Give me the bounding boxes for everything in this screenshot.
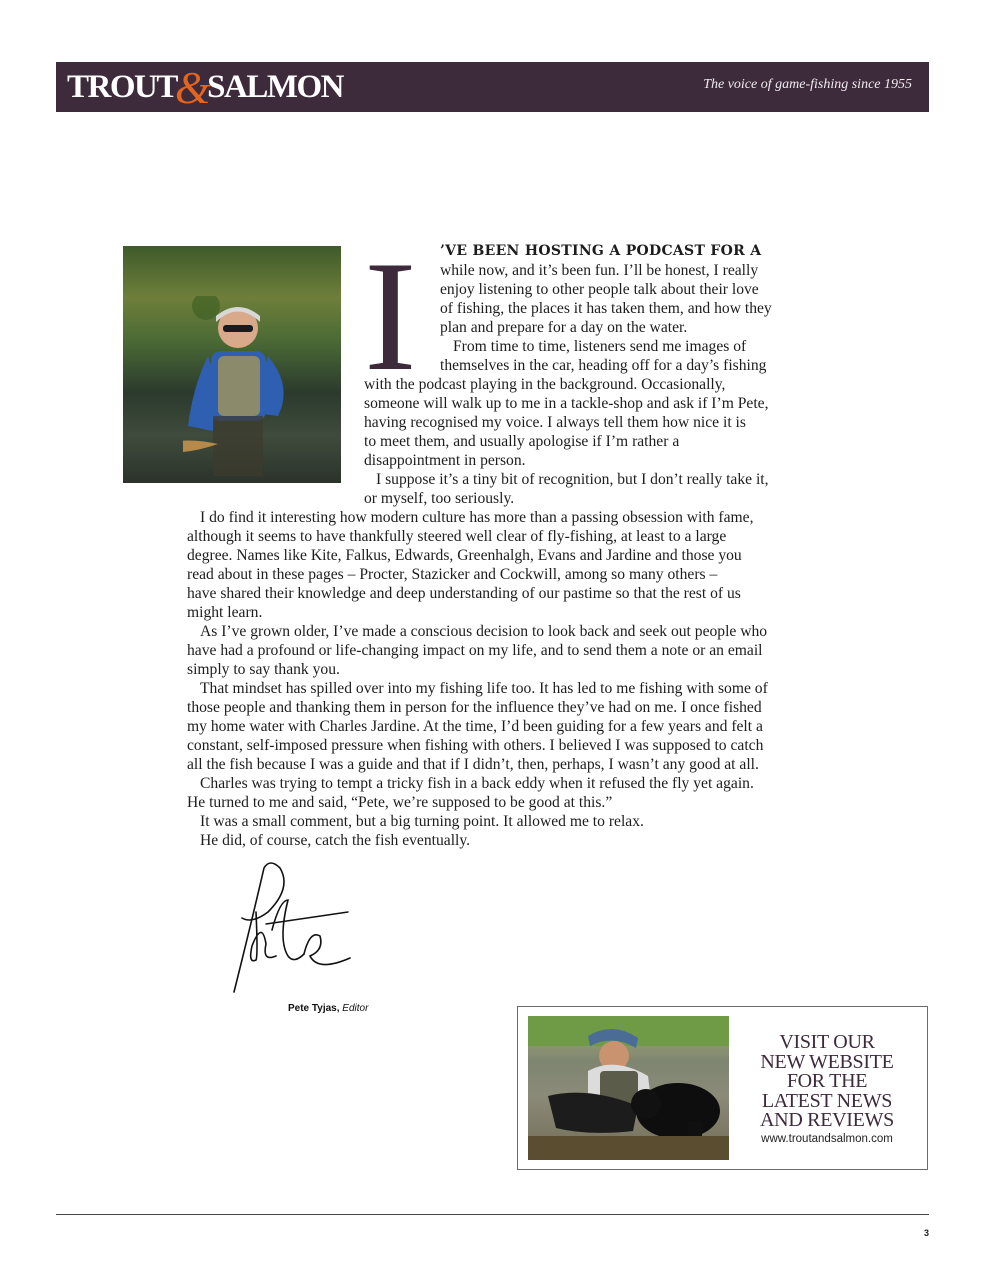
page-number: 3 <box>923 1228 929 1238</box>
article-line: constant, self-imposed pressure when fishing with others. I believed I was supposed to catch <box>187 737 764 754</box>
article-line: of fishing, the places it has taken them, and how they <box>440 300 772 317</box>
article-line: while now, and it’s been fun. I’ll be honest, I really <box>440 262 759 279</box>
editor-role: Editor <box>342 1003 369 1014</box>
angler-with-dog-illustration <box>528 1016 729 1160</box>
logo-trout: TROUT <box>67 68 177 105</box>
article-line: It was a small comment, but a big turning point. It allowed me to relax. <box>200 813 644 830</box>
editor-name: Pete Tyjas, <box>288 1003 340 1014</box>
article-line: enjoy listening to other people talk about their love <box>440 281 759 298</box>
article-line: might learn. <box>187 604 263 621</box>
promo-line: AND REVIEWS <box>760 1109 894 1131</box>
article-line: plan and prepare for a day on the water. <box>440 319 688 336</box>
logo-ampersand: & <box>174 62 210 113</box>
article-line: with the podcast playing in the background. Occasionally, <box>364 376 726 393</box>
trout-and-salmon-logo[interactable] <box>67 62 343 113</box>
promo-line: VISIT OUR <box>779 1031 875 1053</box>
article-line: those people and thanking them in person for the influence they’ve had on me. I once fished <box>187 699 762 716</box>
article-line: simply to say thank you. <box>187 661 340 678</box>
website-promo[interactable] <box>517 1006 928 1170</box>
article-line: someone will walk up to me in a tackle-shop and ask if I’m Pete, <box>364 395 769 412</box>
promo-url-link[interactable]: www.troutandsalmon.com <box>761 1133 893 1145</box>
article-line: He did, of course, catch the fish eventually. <box>200 832 471 849</box>
article-line: ’VE BEEN HOSTING A PODCAST FOR A <box>440 243 762 259</box>
article-line: having recognised my voice. I always tell them how nice it is <box>364 414 746 431</box>
article-line: Charles was trying to tempt a tricky fish in a back eddy when it refused the fly yet again. <box>200 775 754 792</box>
article-line: read about in these pages – Procter, Stazicker and Cockwill, among so many others – <box>187 566 718 583</box>
promo-headline <box>746 1033 908 1131</box>
article-line: my home water with Charles Jardine. At the time, I’d been guiding for a few years and felt a <box>187 718 763 735</box>
drop-cap: I <box>364 229 417 404</box>
article-line: He turned to me and said, “Pete, we’re supposed to be good at this.” <box>187 794 613 811</box>
article-line: disappointment in person. <box>364 452 526 469</box>
article-line: themselves in the car, heading off for a day’s fishing <box>440 357 767 374</box>
article-line: or myself, too seriously. <box>364 490 515 507</box>
angler-illustration <box>183 296 293 476</box>
promo-line: LATEST NEWS <box>761 1089 893 1112</box>
article-line: to meet them, and usually apologise if I’m rather a <box>364 433 680 450</box>
promo-photo <box>528 1016 729 1160</box>
editor-fishing-photo <box>123 246 341 483</box>
promo-line: NEW WEBSITE <box>760 1050 894 1073</box>
footer-divider <box>56 1214 929 1215</box>
article-line: As I’ve grown older, I’ve made a conscious decision to look back and seek out people who <box>200 623 768 640</box>
promo-line: FOR THE <box>786 1070 868 1092</box>
article-line: all the fish because I was a guide and that if I didn’t, then, perhaps, I wasn’t any good at all. <box>187 756 759 773</box>
article-line: although it seems to have thankfully steered well clear of fly-fishing, at least to a large <box>187 528 727 545</box>
article-line: I suppose it’s a tiny bit of recognition, but I don’t really take it, <box>376 471 769 488</box>
article-line: have had a profound or life-changing impact on my life, and to send them a note or an email <box>187 642 763 659</box>
editor-credit <box>288 1003 368 1014</box>
tagline: The voice of game-fishing since 1955 <box>703 77 912 92</box>
masthead <box>56 62 929 112</box>
article-line: have shared their knowledge and deep understanding of our pastime so that the rest of us <box>187 585 741 602</box>
logo-salmon: SALMON <box>207 68 343 105</box>
handwritten-signature <box>222 860 362 1000</box>
article-line: degree. Names like Kite, Falkus, Edwards, Greenhalgh, Evans and Jardine and those you <box>187 547 742 564</box>
article-line: That mindset has spilled over into my fishing life too. It has led to me fishing with some of <box>200 680 768 697</box>
article-line: From time to time, listeners send me images of <box>453 338 747 355</box>
article-line: I do find it interesting how modern culture has more than a passing obsession with fame, <box>200 509 754 526</box>
